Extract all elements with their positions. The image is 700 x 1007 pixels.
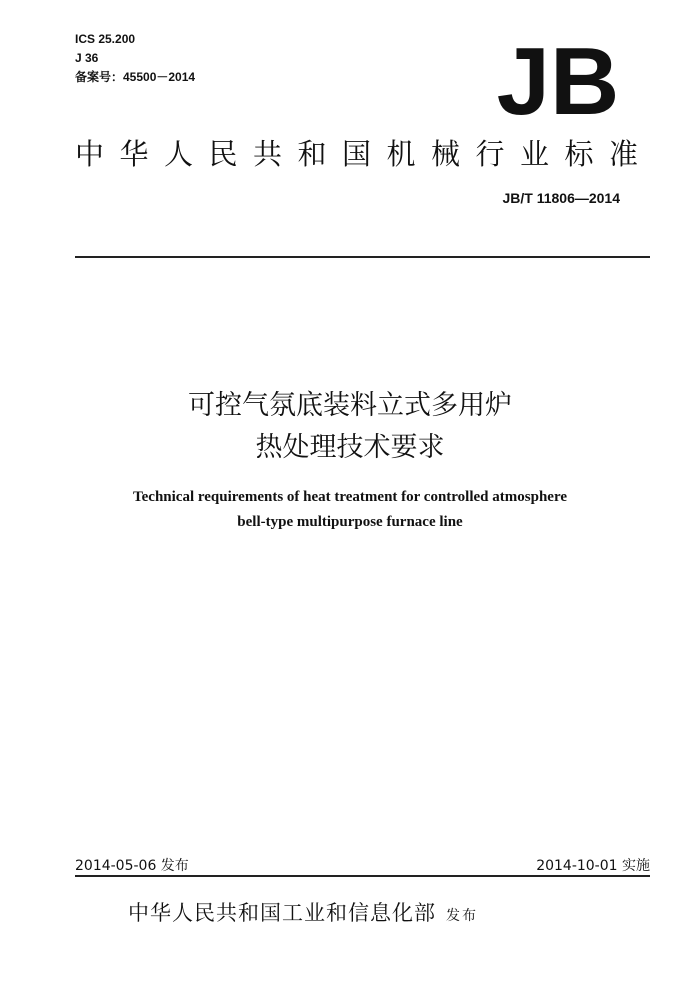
english-title — [0, 485, 700, 535]
top-divider — [75, 256, 650, 258]
issuer-name: 中华人民共和国工业和信息化部 — [128, 901, 436, 925]
classification-code: J 36 — [75, 51, 99, 65]
chinese-title — [0, 385, 700, 469]
ics-code: ICS 25.200 — [75, 32, 136, 46]
record-number: 备案号：45500－2014 — [75, 70, 196, 84]
english-title-line-1: Technical requirements of heat treatment for controlled atmosphere — [133, 489, 567, 505]
issue-date: 2014-05-06 发布 — [75, 858, 189, 874]
english-title-line-2: bell-type multipurpose furnace line — [237, 514, 463, 530]
jb-logo-text: JB — [496, 40, 620, 120]
jb-logo — [488, 40, 628, 120]
standard-title: 中华人民共和国机械行业标准 — [75, 137, 654, 171]
chinese-title-line-2: 热处理技术要求 — [255, 432, 445, 463]
chinese-title-line-1: 可控气氛底装料立式多用炉 — [188, 390, 512, 421]
standard-code: JB/T 11806—2014 — [502, 190, 620, 206]
issuing-authority — [128, 897, 478, 927]
issuer-suffix: 发布 — [446, 908, 478, 924]
implementation-date: 2014-10-01 实施 — [536, 858, 650, 874]
bottom-divider — [75, 875, 650, 877]
document-meta — [75, 30, 195, 87]
